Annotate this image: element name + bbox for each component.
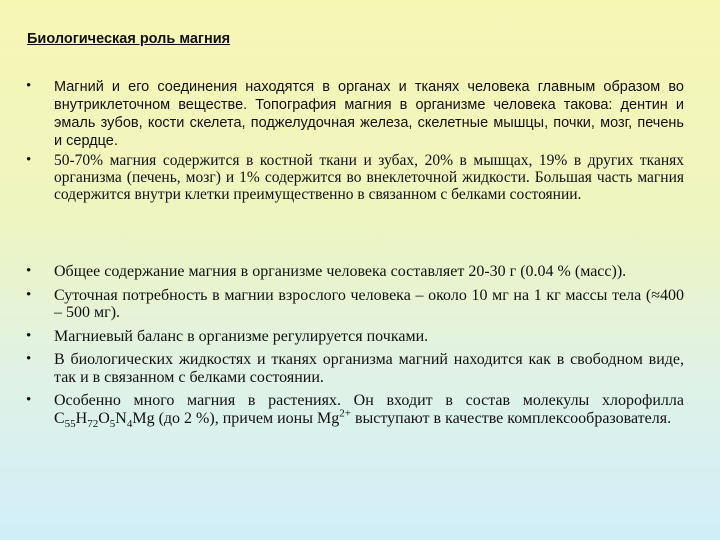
- bullet-text: В биологических жидкостях и тканях организма магний находится как в свободном виде, так и в связанном с белками состоянии.: [54, 351, 684, 386]
- list-item: [24, 152, 684, 203]
- text-segment: выступают в качестве комплексообразователя.: [350, 409, 672, 427]
- text-segment: Mg (до 2 %), причем ионы Mg: [132, 409, 340, 427]
- slide-title: Биологическая роль магния: [27, 31, 231, 47]
- bullet-list-top: [24, 78, 684, 205]
- bullet-dot: •: [26, 327, 32, 344]
- subscript: 4: [126, 417, 133, 430]
- text-segment: O: [98, 409, 110, 427]
- list-item: [24, 78, 684, 150]
- text-segment: N: [115, 409, 127, 427]
- list-item: [24, 351, 684, 386]
- text-segment: H: [75, 409, 88, 427]
- bullet-text: Магниевый баланс в организме регулируется почками.: [54, 327, 429, 345]
- text-segment: Особенно много магния в растениях. Он входит в состав молекулы хлорофилла C: [54, 392, 684, 427]
- bullet-dot: •: [26, 263, 32, 279]
- list-item: [24, 263, 684, 281]
- subscript: 5: [109, 417, 116, 430]
- bullet-dot: •: [26, 286, 32, 303]
- bullet-text: 50-70% магния содержится в костной ткани и зубах, 20% в мышцах, 19% в других тканях организма (печень, мозг) и 1% содержится во внеклеточной жидкости. Большая часть магния содержится внутри клетки преимущественно в связанном с белками состоянии.: [54, 152, 684, 203]
- list-item-chlorophyll: [24, 392, 684, 430]
- subscript: 72: [87, 417, 99, 430]
- bullet-dot: •: [26, 78, 32, 94]
- superscript: 2+: [339, 407, 351, 420]
- bullet-list-bottom: [24, 263, 684, 433]
- subscript: 55: [64, 417, 76, 430]
- list-item: [24, 328, 684, 346]
- bullet-text: Суточная потребность в магнии взрослого человека – около 10 мг на 1 кг массы тела (≈400 – 500 мг).: [54, 286, 684, 321]
- bullet-dot: •: [26, 392, 32, 408]
- bullet-text: Магний и его соединения находятся в органах и тканях человека главным образом во внутриклеточном веществе. Топография магния в организме человека такова: дентин и эмаль зубов, кости скелета, поджелудочная железа, скелетные мышцы, почки, мозг, печень и сердце.: [54, 79, 684, 149]
- list-item: [24, 287, 684, 322]
- bullet-dot: •: [26, 351, 32, 367]
- bullet-dot: •: [26, 152, 32, 168]
- bullet-text: Общее содержание магния в организме человека составляет 20-30 г (0.04 % (масс)).: [54, 263, 627, 280]
- bullet-text: [54, 392, 684, 430]
